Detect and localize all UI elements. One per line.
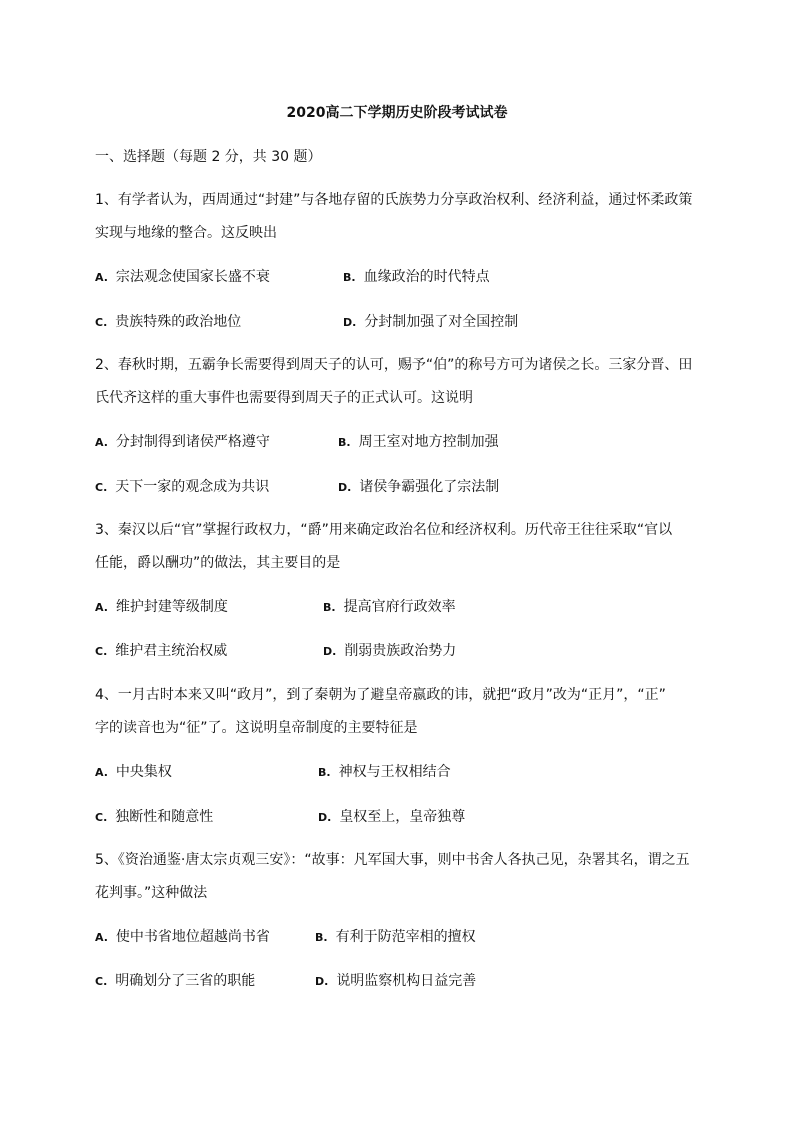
question-1-stem-line-1: 1、有学者认为，西周通过“封建”与各地存留的氏族势力分享政治权利、经济利益，通过怀柔政策 xyxy=(95,192,693,208)
question-4-option-d xyxy=(318,806,465,826)
option-text: 明确划分了三省的职能 xyxy=(115,973,256,989)
option-letter: C. xyxy=(95,645,108,658)
option-text: 周王室对地方控制加强 xyxy=(358,434,499,450)
option-text: 削弱贵族政治势力 xyxy=(344,643,457,659)
option-text: 维护君主统治权威 xyxy=(115,643,228,659)
question-2-stem-line-1: 2、春秋时期，五霸争长需要得到周天子的认可，赐予“伯”的称号方可为诸侯之长。三家分晋、田 xyxy=(95,357,693,373)
question-2-option-b xyxy=(338,431,499,451)
question-2-option-a xyxy=(95,431,270,451)
option-text: 维护封建等级制度 xyxy=(115,599,228,615)
question-1-option-a xyxy=(95,266,270,286)
option-text: 独断性和随意性 xyxy=(115,809,214,825)
question-5-stem xyxy=(95,844,705,910)
question-1-stem-line-2: 实现与地缘的整合。这反映出 xyxy=(95,225,277,241)
question-4-option-b xyxy=(318,761,451,781)
option-text: 神权与王权相结合 xyxy=(338,764,451,780)
option-text: 血缘政治的时代特点 xyxy=(363,269,490,285)
option-letter: C. xyxy=(95,975,108,988)
question-1-stem xyxy=(95,184,705,250)
question-2-option-d xyxy=(338,476,499,496)
option-text: 提高官府行政效率 xyxy=(343,599,456,615)
question-2-stem-line-2: 氏代齐这样的重大事件也需要得到周天子的正式认可。这说明 xyxy=(95,390,473,406)
question-5-option-c xyxy=(95,970,255,990)
option-text: 贵族特殊的政治地位 xyxy=(115,314,242,330)
question-5-option-d xyxy=(315,970,476,990)
option-text: 中央集权 xyxy=(115,764,172,780)
question-3-option-a xyxy=(95,596,228,616)
option-letter: A. xyxy=(95,766,108,779)
question-3-option-c xyxy=(95,640,227,660)
question-5-stem-line-2: 花判事。”这种做法 xyxy=(95,885,208,901)
question-4-stem-line-2: 字的读音也为“征”了。这说明皇帝制度的主要特征是 xyxy=(95,720,418,736)
question-5-stem-line-1: 5、《资治通鉴·唐太宗贞观三安》：“故事：凡军国大事，则中书舍人各执己见，杂署其名，谓之五 xyxy=(95,852,690,868)
option-letter: D. xyxy=(318,811,332,824)
option-letter: B. xyxy=(323,601,336,614)
option-letter: D. xyxy=(315,975,329,988)
question-3-stem-line-1: 3、秦汉以后“官”掌握行政权力，“爵”用来确定政治名位和经济权利。历代帝王往往采取“官以 xyxy=(95,522,673,538)
option-letter: C. xyxy=(95,481,108,494)
option-text: 分封制加强了对全国控制 xyxy=(364,314,519,330)
question-3-option-d xyxy=(323,640,456,660)
option-text: 宗法观念使国家长盛不衰 xyxy=(115,269,270,285)
question-4-stem xyxy=(95,679,705,745)
question-3-option-b xyxy=(323,596,456,616)
option-text: 皇权至上，皇帝独尊 xyxy=(339,809,466,825)
option-letter: B. xyxy=(318,766,331,779)
option-text: 诸侯争霸强化了宗法制 xyxy=(359,479,500,495)
question-4-option-c xyxy=(95,806,213,826)
option-text: 分封制得到诸侯严格遵守 xyxy=(115,434,270,450)
question-5-option-b xyxy=(315,926,476,946)
option-text: 天下一家的观念成为共识 xyxy=(115,479,270,495)
option-letter: A. xyxy=(95,271,108,284)
option-text: 说明监察机构日益完善 xyxy=(336,973,477,989)
option-letter: A. xyxy=(95,436,108,449)
question-4-option-a xyxy=(95,761,172,781)
question-5-option-a xyxy=(95,926,270,946)
option-letter: D. xyxy=(338,481,352,494)
question-2-option-c xyxy=(95,476,269,496)
option-text: 使中书省地位超越尚书省 xyxy=(115,929,270,945)
option-letter: B. xyxy=(315,931,328,944)
section-heading: 一、选择题（每题 2 分，共 30 题） xyxy=(95,149,322,165)
option-letter: D. xyxy=(343,316,357,329)
option-letter: B. xyxy=(338,436,351,449)
question-3-stem-line-2: 任能，爵以酬功”的做法，其主要目的是 xyxy=(95,555,341,571)
option-text: 有利于防范宰相的擅权 xyxy=(335,929,476,945)
option-letter: B. xyxy=(343,271,356,284)
question-1-option-b xyxy=(343,266,490,286)
question-1-option-d xyxy=(343,311,518,331)
option-letter: D. xyxy=(323,645,337,658)
question-1-option-c xyxy=(95,311,241,331)
option-letter: A. xyxy=(95,931,108,944)
question-3-stem xyxy=(95,514,705,580)
question-4-stem-line-1: 4、一月古时本来又叫“政月”，到了秦朝为了避皇帝嬴政的讳，就把“政月”改为“正月”，“正” xyxy=(95,687,666,703)
option-letter: C. xyxy=(95,811,108,824)
question-2-stem xyxy=(95,349,705,415)
option-letter: C. xyxy=(95,316,108,329)
option-letter: A. xyxy=(95,601,108,614)
exam-title: 2020高二下学期历史阶段考试试卷 xyxy=(286,105,508,121)
